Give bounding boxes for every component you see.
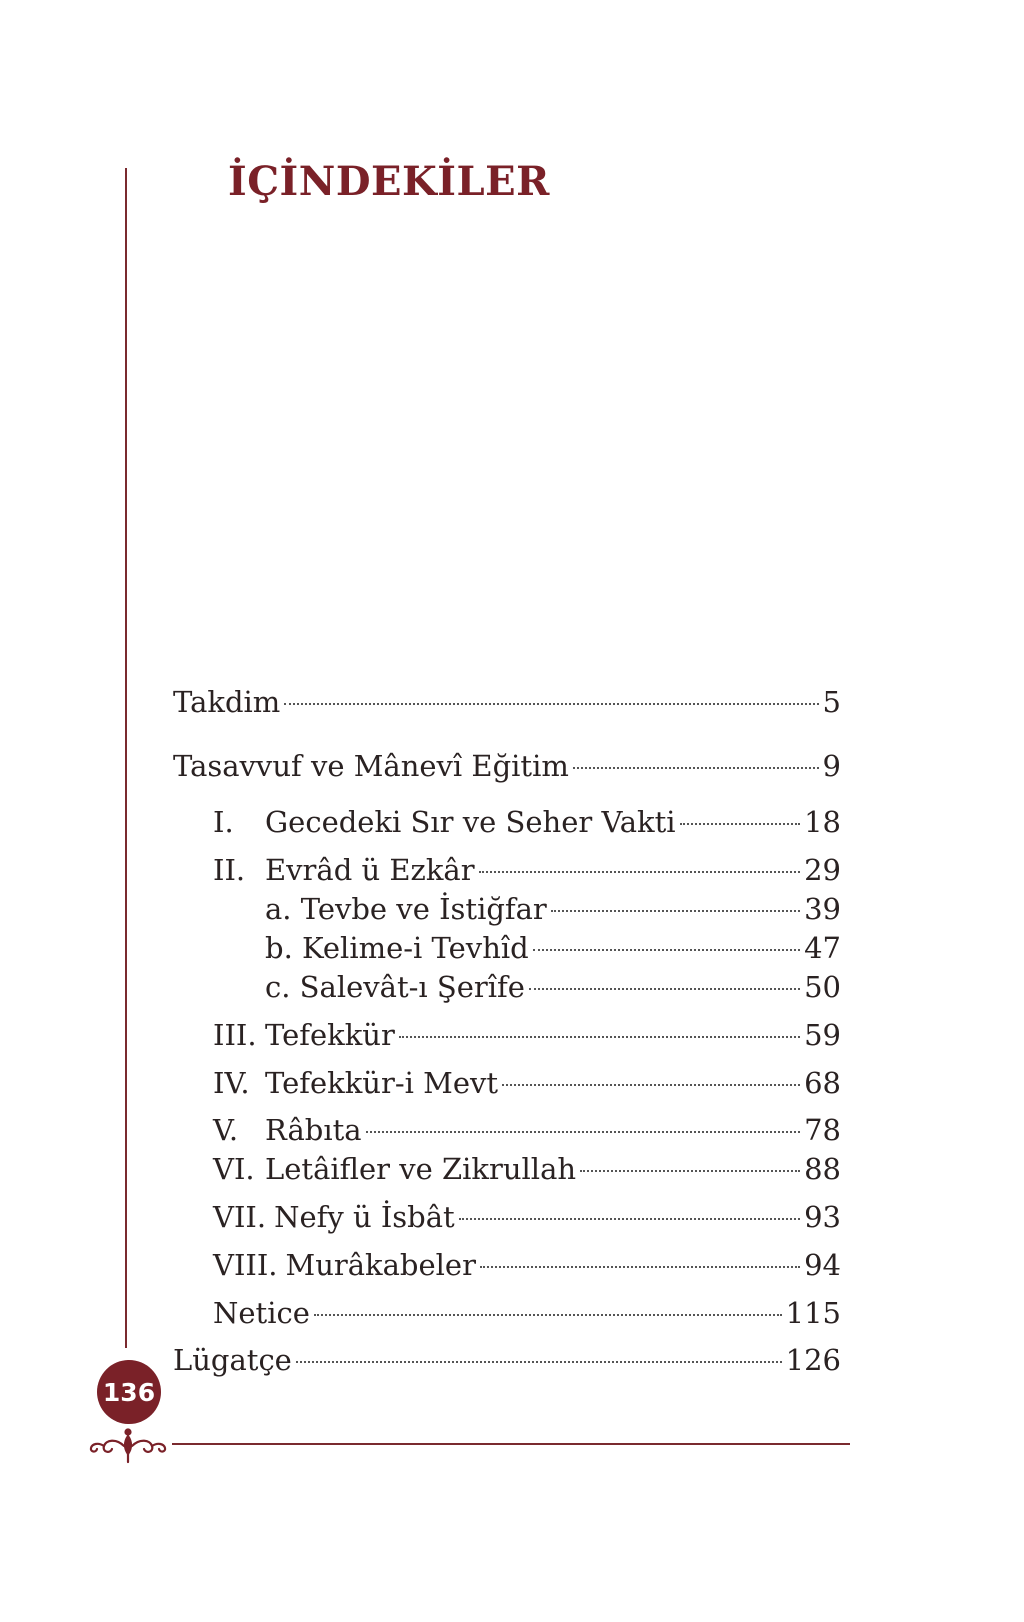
toc-label: Râbıta bbox=[265, 1113, 362, 1147]
dot-leader bbox=[314, 1314, 782, 1316]
toc-numeral: I. bbox=[213, 805, 234, 839]
toc-label: Murâkabeler bbox=[285, 1248, 476, 1282]
toc-entry-netice[interactable] bbox=[173, 1295, 841, 1331]
toc-label: Evrâd ü Ezkâr bbox=[265, 853, 475, 887]
toc-page-number: 115 bbox=[785, 1296, 841, 1330]
toc-label: Tefekkür bbox=[265, 1018, 395, 1052]
toc-page-number: 88 bbox=[804, 1152, 841, 1186]
dot-leader bbox=[551, 910, 800, 912]
dot-leader bbox=[533, 949, 800, 951]
toc-entry-tefekkur[interactable] bbox=[173, 1017, 841, 1053]
dot-leader bbox=[480, 1266, 800, 1268]
floral-ornament-icon bbox=[88, 1428, 168, 1464]
toc-entry-evrad[interactable] bbox=[173, 852, 841, 888]
toc-page-number: 93 bbox=[804, 1200, 841, 1234]
toc-numeral: II. bbox=[213, 853, 246, 887]
toc-numeral: VII. bbox=[213, 1200, 267, 1234]
toc-page-number: 39 bbox=[804, 892, 841, 926]
toc-label: c. Salevât-ı Şerîfe bbox=[265, 970, 525, 1004]
toc-label: Tasavvuf ve Mânevî Eğitim bbox=[173, 749, 569, 783]
toc-page-number: 29 bbox=[804, 853, 841, 887]
toc-entry-tasavvuf[interactable] bbox=[173, 748, 841, 784]
dot-leader bbox=[580, 1170, 800, 1172]
page-number-badge: 136 bbox=[97, 1360, 161, 1424]
toc-label: Takdim bbox=[173, 685, 281, 719]
toc-page-number: 9 bbox=[822, 749, 841, 783]
toc-page-number: 47 bbox=[804, 931, 841, 965]
toc-page-number: 78 bbox=[804, 1113, 841, 1147]
bottom-rule bbox=[172, 1443, 850, 1445]
dot-leader bbox=[573, 767, 819, 769]
dot-leader bbox=[284, 703, 818, 705]
toc-page-number: 5 bbox=[822, 685, 841, 719]
toc-numeral: VI. bbox=[213, 1152, 255, 1186]
toc-entry-letaifler[interactable] bbox=[173, 1151, 841, 1187]
toc-entry-gecedeki-sir[interactable] bbox=[173, 804, 841, 840]
dot-leader bbox=[366, 1131, 801, 1133]
toc-entry-kelime-i-tevhid[interactable] bbox=[173, 930, 841, 966]
toc-label: Lügatçe bbox=[173, 1343, 292, 1377]
dot-leader bbox=[479, 871, 801, 873]
toc-page-number: 94 bbox=[804, 1248, 841, 1282]
toc-numeral: V. bbox=[213, 1113, 239, 1147]
toc-entry-rabita[interactable] bbox=[173, 1112, 841, 1148]
toc-numeral: IV. bbox=[213, 1066, 250, 1100]
toc-numeral: III. bbox=[213, 1018, 257, 1052]
toc-entry-takdim[interactable] bbox=[173, 684, 841, 720]
dot-leader bbox=[502, 1084, 800, 1086]
toc-label: Netice bbox=[213, 1296, 310, 1330]
page-title: İÇİNDEKİLER bbox=[228, 158, 550, 205]
toc-label: Letâifler ve Zikrullah bbox=[265, 1152, 577, 1186]
toc-entry-tevbe[interactable] bbox=[173, 891, 841, 927]
toc-entry-murakabeler[interactable] bbox=[173, 1247, 841, 1283]
toc-numeral: VIII. bbox=[213, 1248, 278, 1282]
toc-label: Gecedeki Sır ve Seher Vakti bbox=[265, 805, 676, 839]
toc-page-number: 59 bbox=[804, 1018, 841, 1052]
toc-label: b. Kelime-i Tevhîd bbox=[265, 931, 529, 965]
toc-label: Nefy ü İsbât bbox=[274, 1200, 455, 1234]
dot-leader bbox=[399, 1036, 800, 1038]
table-of-contents bbox=[173, 0, 841, 1400]
dot-leader bbox=[459, 1218, 800, 1220]
toc-page-number: 68 bbox=[804, 1066, 841, 1100]
toc-entry-lugatce[interactable] bbox=[173, 1342, 841, 1378]
dot-leader bbox=[296, 1361, 782, 1363]
toc-page-number: 18 bbox=[804, 805, 841, 839]
toc-entry-nefy-u-isbat[interactable] bbox=[173, 1199, 841, 1235]
toc-page-number: 126 bbox=[785, 1343, 841, 1377]
toc-page-number: 50 bbox=[804, 970, 841, 1004]
toc-label: Tefekkür-i Mevt bbox=[265, 1066, 499, 1100]
margin-rule bbox=[125, 168, 127, 1348]
toc-label: a. Tevbe ve İstiğfar bbox=[265, 892, 547, 926]
toc-entry-tefekkur-i-mevt[interactable] bbox=[173, 1065, 841, 1101]
toc-entry-salevat[interactable] bbox=[173, 969, 841, 1005]
dot-leader bbox=[529, 988, 800, 990]
dot-leader bbox=[680, 823, 801, 825]
